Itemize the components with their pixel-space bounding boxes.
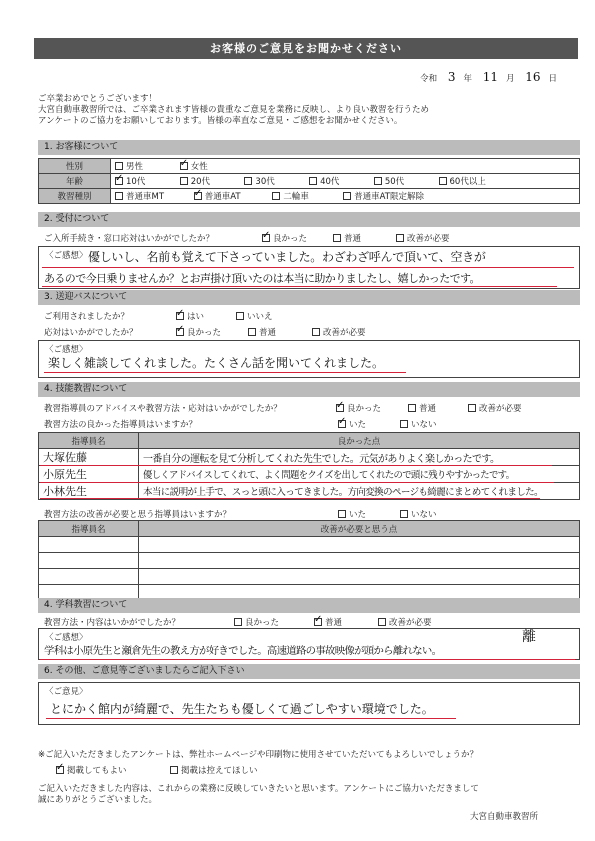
table-row — [39, 537, 580, 553]
bus-comment-line1: 楽しく雑談してくれました。たくさん話を聞いてくれました。 — [48, 356, 385, 370]
organization-name: 大宮自動車教習所 — [470, 812, 539, 822]
bus-good-checkbox[interactable] — [176, 328, 184, 336]
age-50s-checkbox[interactable] — [374, 177, 382, 185]
table-row: 小林先生 本当に説明が上手で、スっと頭に入ってきました。方向変換のページも綺麗にまとめてくれました。 — [39, 483, 580, 500]
date-month: 11 — [482, 70, 498, 84]
age-40s-checkbox[interactable] — [309, 177, 317, 185]
reception-comment-line2: あるので今日乗りませんか？とお声掛け頂いたのは本当に助かりましたし、嬉しかったです。 — [44, 272, 480, 285]
section-other: 6. その他、ご意見等ございましたらご記入下さい — [38, 664, 580, 679]
good-instructor-no-checkbox[interactable] — [400, 420, 408, 428]
form-title: お客様のご意見をお聞かせください — [34, 38, 578, 59]
section-reception: 2. 受付について — [38, 212, 580, 227]
bad-instructor-no-checkbox[interactable] — [400, 510, 408, 518]
intro-text: ご卒業おめでとうございます！ 大宮自動車教習所では、ご卒業されます皆様の貴重なご意見を業務に反映し、より良い教習を行うため アンケートのご協力をお願いしております。皆様の率直なご意見・ご感想をお聞かせください。 — [38, 94, 430, 126]
section-skill: 4. 技能教習について — [38, 382, 580, 397]
course-mt-checkbox[interactable] — [115, 192, 123, 200]
thanks-text: ご記入いただきました内容は、これからの業務に反映していきたいと思います。アンケートにご協力いただきまして 誠にありがとうございました。 — [38, 784, 479, 805]
reception-improve-checkbox[interactable] — [396, 234, 404, 242]
section-academic: 4. 学科教習について — [38, 598, 580, 613]
reception-comment-line1: 優しいし、名前も覚えて下さっていました。わざわざ呼んで頂いて、空きが — [88, 250, 486, 264]
good-instructor-table: 指導員名 良かった点 大塚佐藤 一番自分の運転を見て分析してくれた先生でした。元気がありよく楽しかったです。 小原先生 優しくアドバイスしてくれて、よく問題をクイズを出してくれたので頭に残りやすかったです。 小林先生 本当に説明が上手で、スっと頭に入ってきました。方向変換のページも綺麗にまとめてくれました。 — [38, 432, 580, 500]
age-30s-checkbox[interactable] — [244, 177, 252, 185]
gender-female-checkbox[interactable] — [180, 162, 188, 170]
bus-improve-checkbox[interactable] — [312, 328, 320, 336]
section-bus: 3. 送迎バスについて — [38, 290, 580, 305]
bus-normal-checkbox[interactable] — [248, 328, 256, 336]
reception-comment-box: 〈ご感想〉 — [38, 246, 580, 289]
publish-question: ※ご記入いただきましたアンケートは、弊社ホームページや印刷物に使用させていただいてもよろしいでしょうか？ — [38, 750, 478, 760]
academic-comment-box: 〈ご感想〉 — [38, 628, 580, 660]
academic-improve-checkbox[interactable] — [378, 618, 386, 626]
table-row — [39, 553, 580, 569]
course-at-release-checkbox[interactable] — [343, 192, 351, 200]
section-customer: 1. お客様について — [38, 140, 580, 155]
table-row: 小原先生 優しくアドバイスしてくれて、よく問題をクイズを出してくれたので頭に残りやすかったです。 — [39, 466, 580, 483]
date-year: 3 — [447, 70, 456, 84]
reception-normal-checkbox[interactable] — [333, 234, 341, 242]
other-comment-line1: とにかく館内が綺麗で、先生たちも優しくて過ごしやすい環境でした。 — [50, 702, 434, 716]
bus-comment-box: 〈ご感想〉 — [38, 340, 580, 378]
reception-good-checkbox[interactable] — [262, 234, 270, 242]
academic-comment-line1: 学科は小原先生と瀬倉先生の教え方が好きでした。高速道路の事故映像が頭から離れない。 — [44, 645, 442, 657]
skill-improve-checkbox[interactable] — [468, 404, 476, 412]
bad-instructor-table: 指導員名 改善が必要と思う点 — [38, 520, 580, 601]
age-10s-checkbox[interactable] — [115, 177, 123, 185]
good-instructor-yes-checkbox[interactable] — [338, 420, 346, 428]
bus-used-no-checkbox[interactable] — [236, 312, 244, 320]
skill-good-checkbox[interactable] — [336, 404, 344, 412]
course-bike-checkbox[interactable] — [272, 192, 280, 200]
publish-no-checkbox[interactable] — [170, 766, 178, 774]
date-day: 16 — [525, 70, 541, 84]
skill-normal-checkbox[interactable] — [408, 404, 416, 412]
academic-comment-annotation: 離 — [522, 629, 536, 645]
publish-ok-checkbox[interactable] — [56, 766, 64, 774]
age-20s-checkbox[interactable] — [180, 177, 188, 185]
other-comment-box: 〈ご意見〉 — [38, 682, 580, 725]
bad-instructor-yes-checkbox[interactable] — [338, 510, 346, 518]
age-60s-checkbox[interactable] — [439, 177, 447, 185]
table-row: 大塚佐藤 一番自分の運転を見て分析してくれた先生でした。元気がありよく楽しかったです。 — [39, 449, 580, 466]
gender-male-checkbox[interactable] — [115, 162, 123, 170]
table-row — [39, 569, 580, 585]
customer-table: 性別 男性 ✓ 女性 年齢 ✓ 10代 20代 30代 40代 50代 60代以上 教習種別 普通車MT ✓ 普通車AT 二輪車 普通車AT限定解除 — [38, 158, 580, 204]
academic-normal-checkbox[interactable] — [314, 618, 322, 626]
academic-good-checkbox[interactable] — [234, 618, 242, 626]
date-field: 令和 3 年 11 月 16 日 — [420, 70, 557, 84]
course-at-checkbox[interactable] — [194, 192, 202, 200]
survey-page: お客様のご意見をお聞かせください 令和 3 年 11 月 16 日 ご卒業おめでとうございます！ 大宮自動車教習所では、ご卒業されます皆様の貴重なご意見を業務に反映し、より良い教習を行うため アンケートのご協力をお願いしております。皆様の率直なご意見・ご感想をお聞かせください。 1. お客様について 性別 男性 ✓ 女性 年齢 ✓ 10代 20代 30代 40代 50代 60代以上 教習種別 普通車MT ✓ 普通車AT 二輪車 普通車AT限定解除 2. 受付について ご入所手続き・窓口応対はいかがでしたか？ ✓ 良かった 普通 改善が必要 〈ご感想〉 優しいし、名前も覚えて下さっていました。わざわざ呼んで頂いて、空きが あるので今日乗りませんか？とお声掛け頂いたのは本当に助かりましたし、嬉しかったです。 3. 送迎バスについて ご利用されましたか？ ✓ はい いいえ 応対はいかがでしたか？ ✓ 良かった 普通 改善が必要 〈ご感想〉 楽しく雑談してくれました。たくさん話を聞いてくれました。 4. 技能教習について 教習指導員のアドバイスや教習方法・応対はいかがでしたか？ ✓ 良かった 普通 改善が必要 教習方法の良かった指導員はいますか？ ✓ いた いない 指導員名 良かった点 大塚佐藤 一番自分の運転を見て分析してくれた先生でした。元気がありよく楽しかったです。 小原先生 優しくアドバイスしてくれて、よく問題をクイズを出してくれたので頭に残りやすかったです。 小林先生 本当に説明が上手で、スっと頭に入ってきました。方向変換のページも綺麗にまとめてくれました。 教習方法の改善が必要と思う指導員はいますか？ いた いない 指導員名 改善が必要と思う点 4. 学科教習について 教習方法・内容はいかがでしたか？ 良かった ✓ 普通 改善が必要 〈ご感想〉 離 学科は小原先生と瀬倉先生の教え方が好きでした。高速道路の事故映像が頭から離れない。 6. その他、ご意見等ございましたらご記入下さい 〈ご意見〉 とにかく館内が綺麗で、先生たちも優しくて過ごしやすい環境でした。 ※ご記入いただきましたアンケートは、弊社ホームページや印刷物に使用させていただいてもよろしいでしょうか？ ✓掲載してもよい 掲載は控えてほしい ご記入いただきました内容は、これからの業務に反映していきたいと思います。アンケートにご協力いただきまして 誠にありがとうございました。 大宮自動車教習所 — [0, 0, 595, 841]
bus-used-yes-checkbox[interactable] — [176, 312, 184, 320]
